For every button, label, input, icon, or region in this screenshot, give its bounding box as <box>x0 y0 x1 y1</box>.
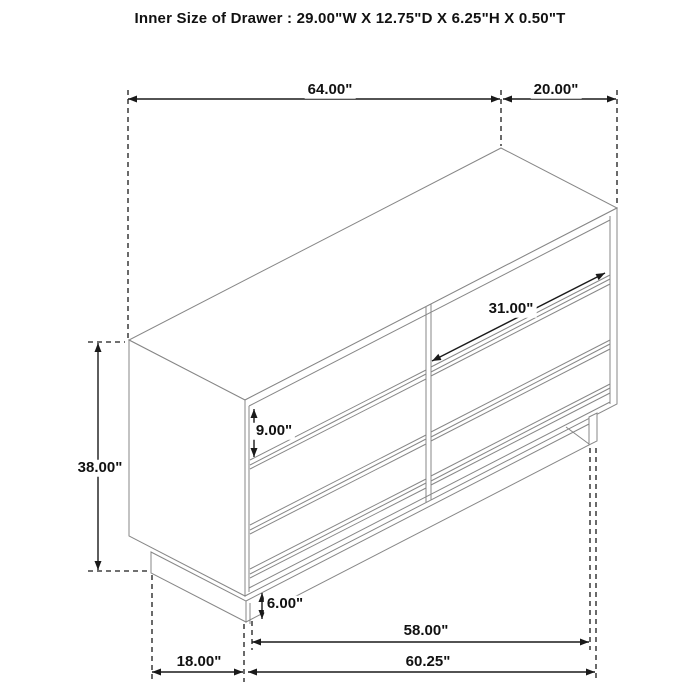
dresser-drawing <box>129 148 617 624</box>
diagram-title: Inner Size of Drawer : 29.00"W X 12.75"D X 6.25"H X 0.50"T <box>134 10 566 27</box>
dim-label-top-depth: 20.00" <box>531 82 582 99</box>
dim-label-overall-height: 38.00" <box>75 460 126 477</box>
dim-label-drawer-height: 9.00" <box>253 423 295 440</box>
dim-label-base-height: 6.00" <box>264 596 306 613</box>
dim-label-top-width: 64.00" <box>305 82 356 99</box>
dim-label-overall-width: 60.25" <box>403 654 454 671</box>
dim-label-drawer-width: 31.00" <box>486 301 537 318</box>
dim-label-side-depth: 18.00" <box>174 654 225 671</box>
dim-label-base-width: 58.00" <box>401 623 452 640</box>
base-right-leg <box>589 413 597 445</box>
